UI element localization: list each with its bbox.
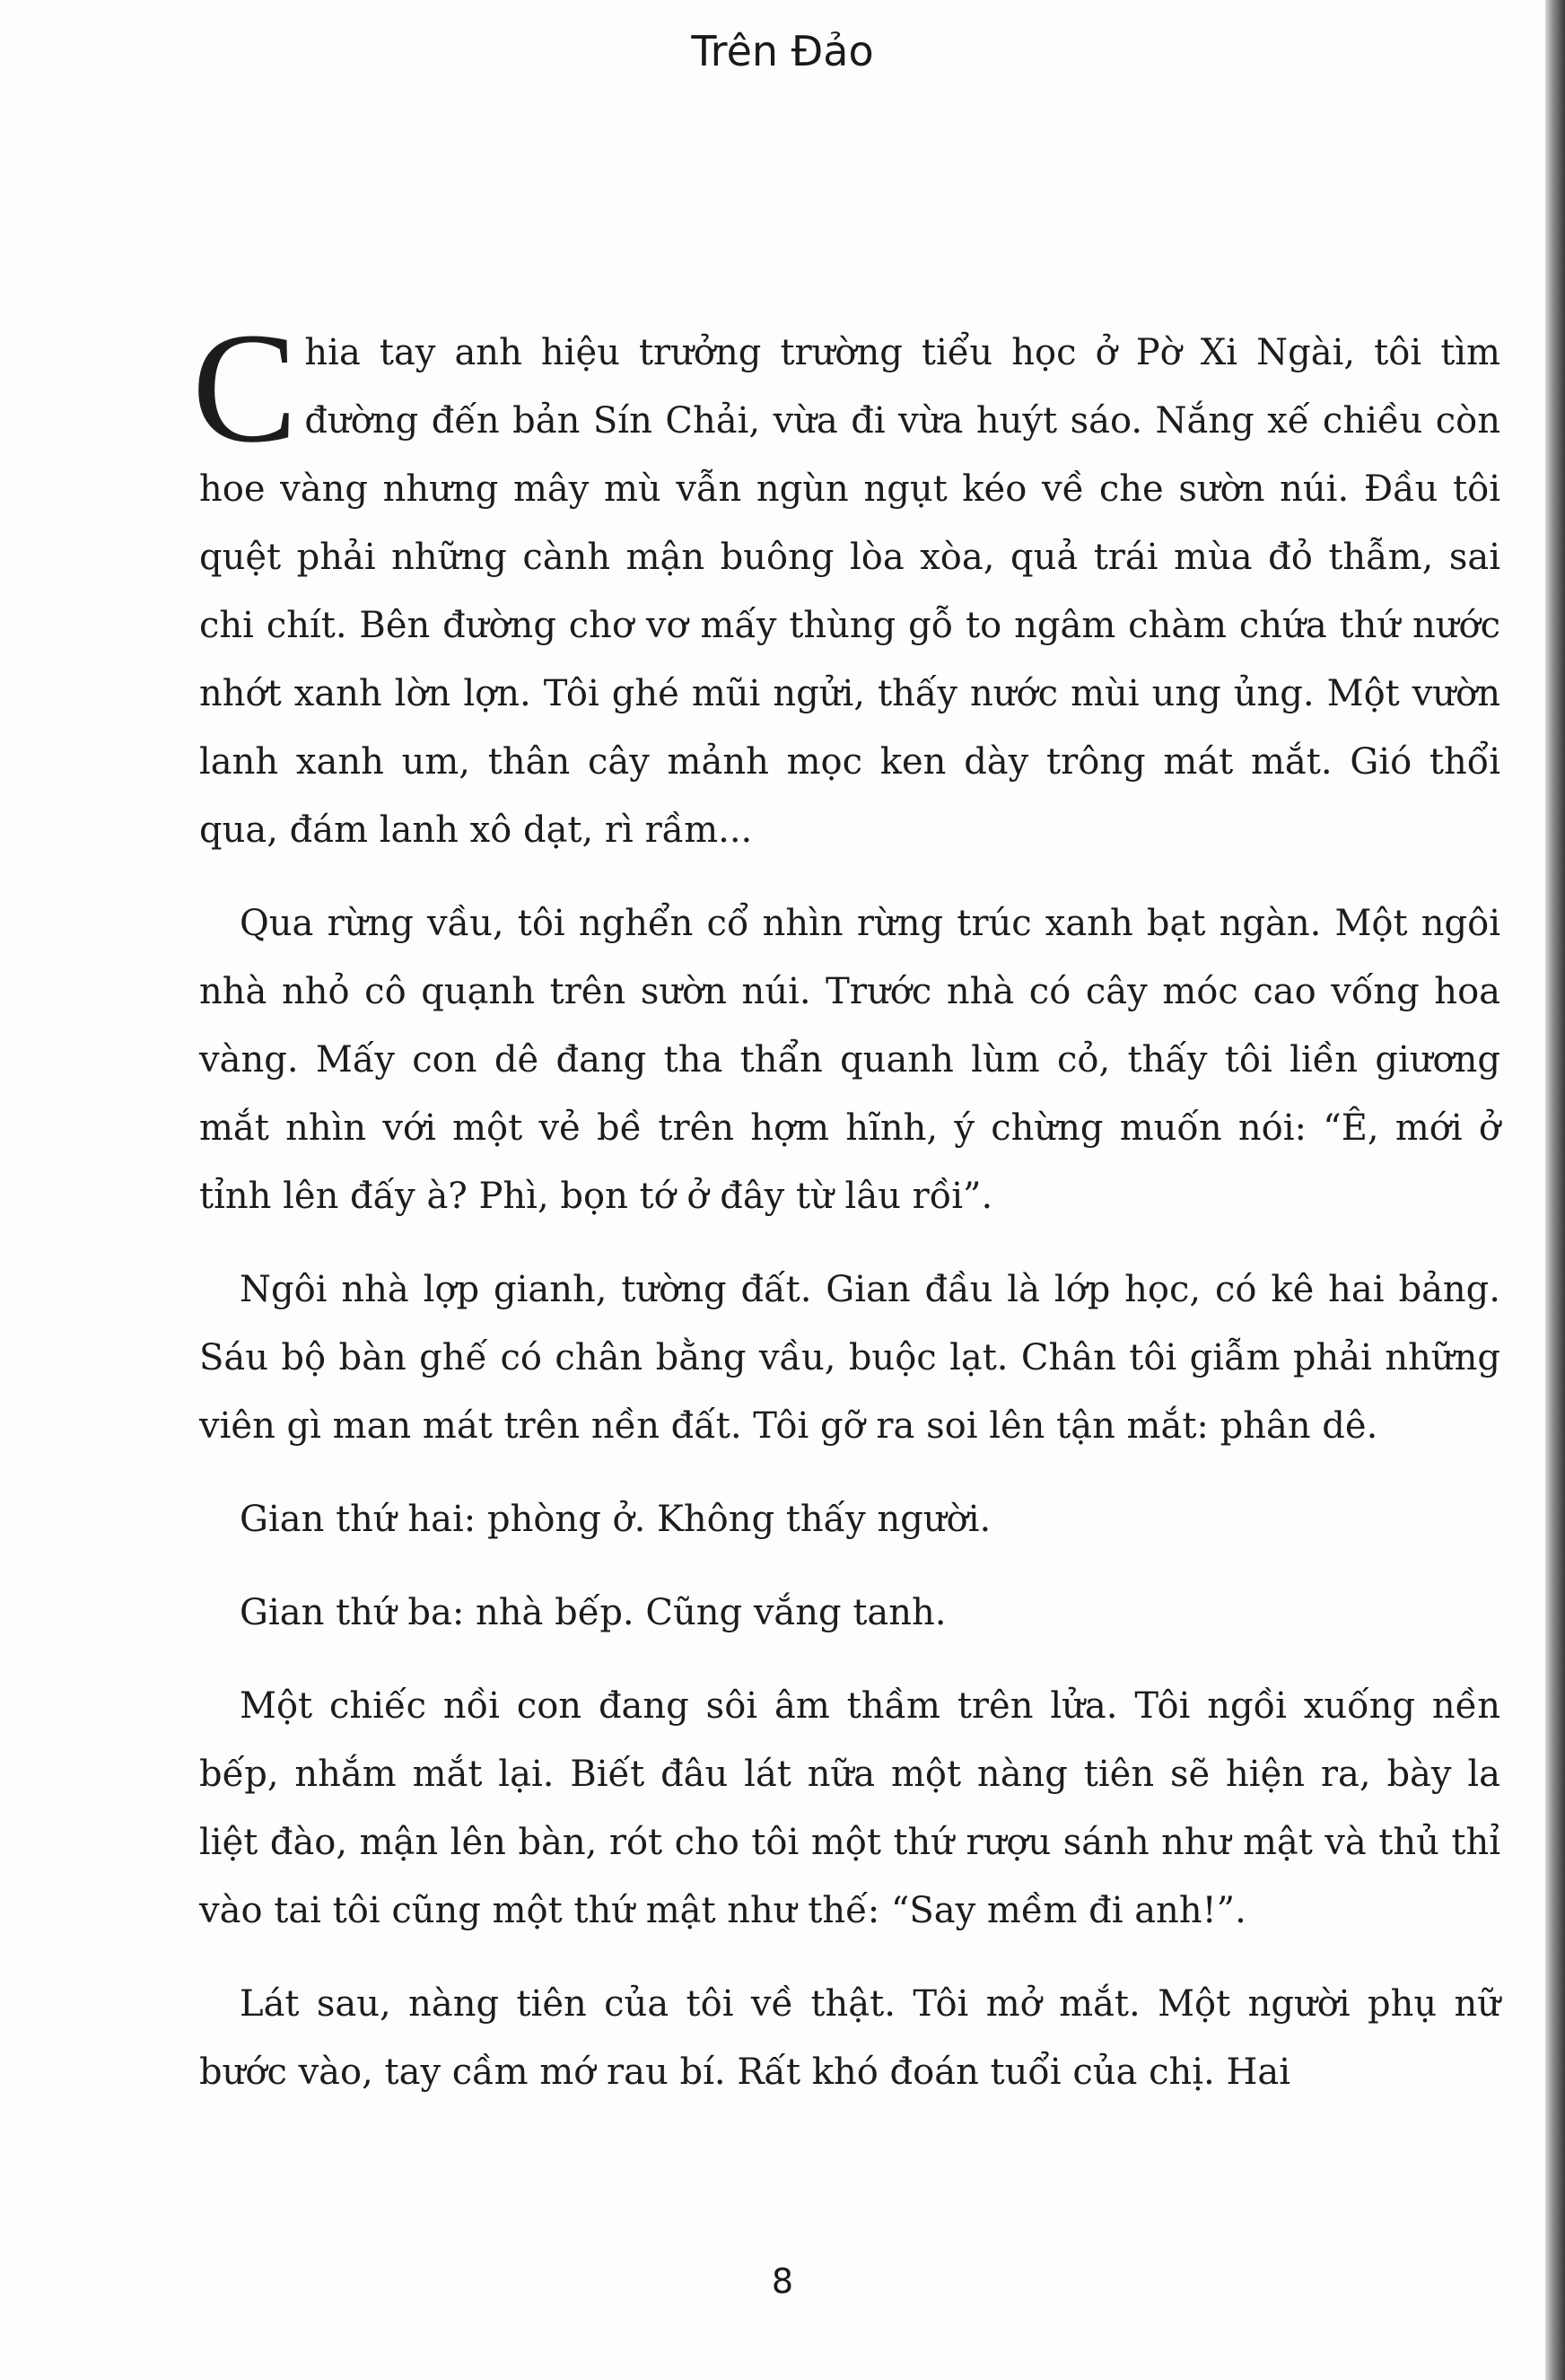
paragraph-6: Một chiếc nồi con đang sôi âm thầm trên lửa. Tôi ngồi xuống nền bếp, nhắm mắt lại. Biết đâu lát nữa một nàng tiên sẽ hiện ra, bày la liệt đào, mận lên bàn, rót cho tôi một thứ rượu sánh như mật và thủ thỉ vào tai tôi cũng một thứ mật như thế: “Say mềm đi anh!”. bbox=[199, 1685, 1500, 1931]
page-edge-shadow bbox=[1545, 0, 1565, 2380]
paragraph-1-text: hia tay anh hiệu trưởng trường tiểu học ở Pờ Xi Ngài, tôi tìm đường đến bản Sín Chải, vừa đi vừa huýt sáo. Nắng xế chiều còn hoe vàng nhưng mây mù vẫn ngùn ngụt kéo về che sườn núi. Đầu tôi quệt phải những cành mận buông lòa xòa, quả trái mùa đỏ thẫm, sai chi chít. Bên đường chơ vơ mấy thùng gỗ to ngâm chàm chứa thứ nước nhớt xanh lờn lợn. Tôi ghé mũi ngửi, thấy nước mùi ung ủng. Một vườn lanh xanh um, thân cây mảnh mọc ken dày trông mát mắt. Gió thổi qua, đám lanh xô dạt, rì rầm... bbox=[199, 332, 1500, 851]
running-head: Trên Đảo bbox=[691, 27, 874, 75]
paragraph-7: Lát sau, nàng tiên của tôi về thật. Tôi mở mắt. Một người phụ nữ bước vào, tay cầm mớ rau bí. Rất khó đoán tuổi của chị. Hai bbox=[199, 1983, 1500, 2093]
paragraph-4: Gian thứ hai: phòng ở. Không thấy người. bbox=[240, 1499, 992, 1540]
page-number: 8 bbox=[771, 2262, 794, 2301]
paragraph-2: Qua rừng vầu, tôi nghển cổ nhìn rừng trúc xanh bạt ngàn. Một ngôi nhà nhỏ cô quạnh trên sườn núi. Trước nhà có cây móc cao vống hoa vàng. Mấy con dê đang tha thẩn quanh lùm cỏ, thấy tôi liền giương mắt nhìn với một vẻ bề trên hợm hĩnh, ý chừng muốn nói: “Ê, mới ở tỉnh lên đấy à? Phì, bọn tớ ở đây từ lâu rồi”. bbox=[199, 903, 1500, 1217]
body-text bbox=[192, 301, 1500, 2131]
paragraph-1 bbox=[192, 301, 1500, 864]
paragraph-3: Ngôi nhà lợp gianh, tường đất. Gian đầu là lớp học, có kê hai bảng. Sáu bộ bàn ghế có chân bằng vầu, buộc lạt. Chân tôi giẫm phải những viên gì man mát trên nền đất. Tôi gỡ ra soi lên tận mắt: phân dê. bbox=[199, 1269, 1500, 1447]
drop-cap: C bbox=[192, 301, 298, 476]
paragraph-5: Gian thứ ba: nhà bếp. Cũng vắng tanh. bbox=[240, 1592, 947, 1633]
